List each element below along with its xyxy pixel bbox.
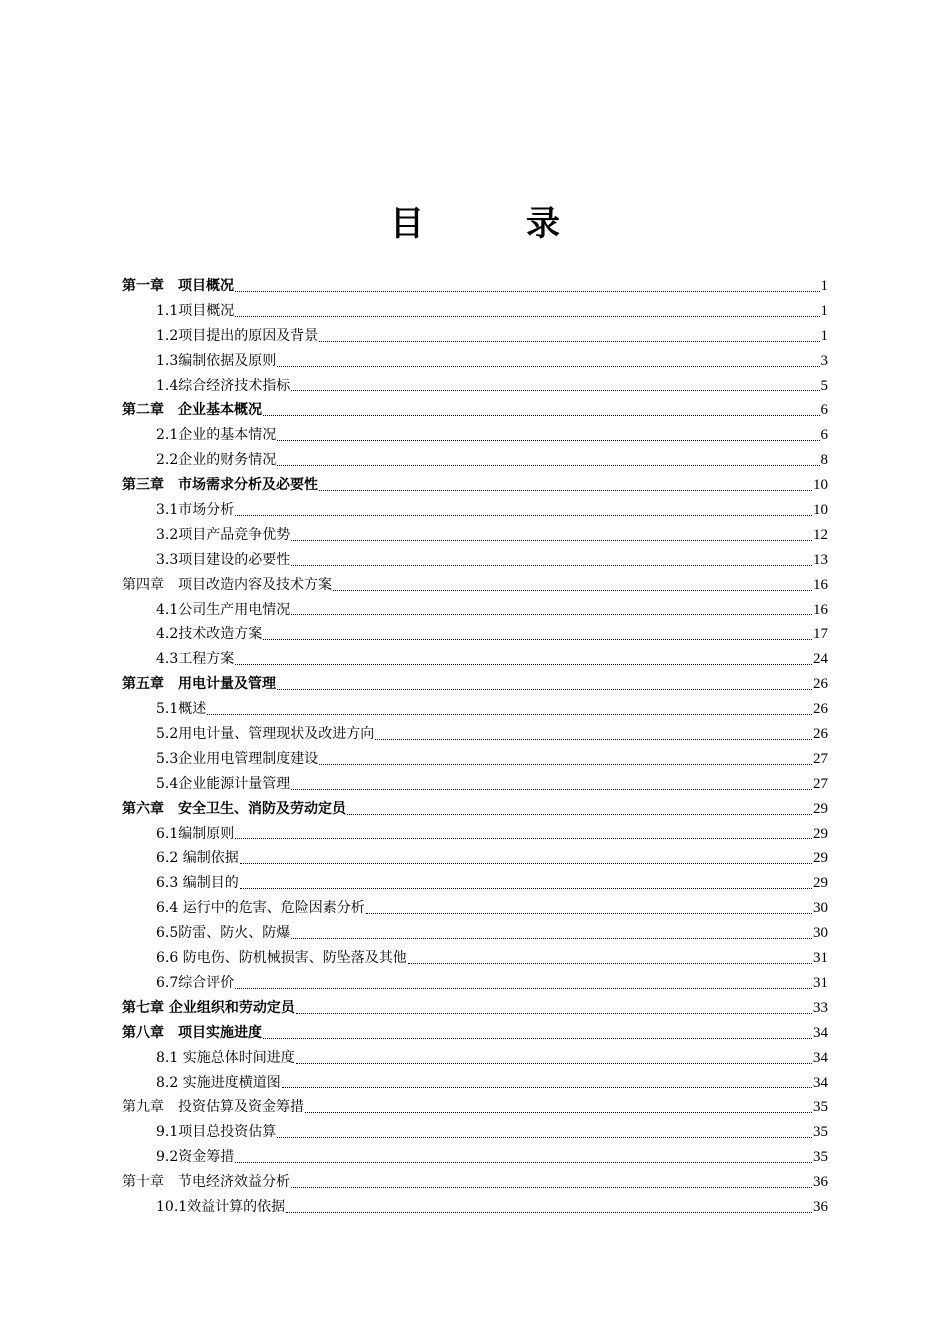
toc-entry-page: 1 bbox=[820, 278, 828, 294]
toc-entry-page: 10 bbox=[813, 502, 828, 519]
toc-entry-label: 第七章 企业组织和劳动定员 bbox=[122, 999, 295, 1016]
toc-entry-page: 10 bbox=[813, 477, 828, 494]
toc-entry-page: 36 bbox=[813, 1198, 828, 1215]
toc-entry[interactable] bbox=[122, 1120, 828, 1145]
toc-entry-page: 1 bbox=[820, 302, 828, 319]
toc-leader-dots bbox=[240, 887, 812, 889]
toc-leader-dots bbox=[207, 713, 812, 715]
toc-leader-dots bbox=[291, 539, 812, 541]
toc-entry-page: 29 bbox=[813, 825, 828, 842]
toc-entry-label: 第九章 投资估算及资金筹措 bbox=[122, 1099, 304, 1116]
toc-leader-dots bbox=[277, 365, 819, 367]
toc-entry[interactable] bbox=[122, 1170, 828, 1195]
toc-entry-label: 6.5防雷、防火、防爆 bbox=[156, 925, 291, 942]
toc-entry-page: 16 bbox=[813, 601, 828, 618]
toc-entry[interactable] bbox=[122, 672, 828, 697]
toc-entry-label: 第一章 项目概况 bbox=[122, 278, 234, 294]
toc-entry[interactable] bbox=[122, 1095, 828, 1120]
toc-entry-label: 9.1项目总投资估算 bbox=[156, 1124, 277, 1141]
toc-entry-page: 12 bbox=[813, 526, 828, 543]
toc-leader-dots bbox=[235, 987, 812, 989]
toc-entry-label: 第四章 项目改造内容及技术方案 bbox=[122, 576, 332, 593]
toc-leader-dots bbox=[240, 862, 812, 864]
toc-entry[interactable] bbox=[122, 772, 828, 797]
toc-entry-label: 1.3编制依据及原则 bbox=[156, 352, 277, 369]
toc-leader-dots bbox=[282, 1086, 812, 1088]
toc-entry-label: 8.2 实施进度横道图 bbox=[156, 1074, 281, 1091]
toc-entry[interactable] bbox=[122, 349, 828, 374]
toc-entry-page: 33 bbox=[813, 999, 828, 1016]
toc-entry-label: 6.3 编制目的 bbox=[156, 875, 239, 892]
toc-entry-label: 6.2 编制依据 bbox=[156, 850, 239, 867]
toc-entry[interactable] bbox=[122, 498, 828, 523]
toc-leader-dots bbox=[319, 489, 812, 491]
toc-entry-label: 3.2项目产品竞争优势 bbox=[156, 526, 291, 543]
toc-entry[interactable] bbox=[122, 722, 828, 747]
toc-entry-page: 13 bbox=[813, 551, 828, 568]
toc-entry-label: 3.3项目建设的必要性 bbox=[156, 551, 291, 568]
toc-entry-label: 5.1概述 bbox=[156, 701, 207, 718]
toc-entry-page: 29 bbox=[813, 875, 828, 892]
toc-leader-dots bbox=[291, 1186, 812, 1188]
toc-entry-page: 26 bbox=[813, 701, 828, 718]
toc-entry[interactable] bbox=[122, 921, 828, 946]
toc-entry[interactable] bbox=[122, 1021, 828, 1046]
toc-entry-label: 10.1效益计算的依据 bbox=[156, 1198, 286, 1215]
toc-entry-label: 1.4综合经济技术指标 bbox=[156, 377, 291, 394]
toc-entry-page: 29 bbox=[813, 800, 828, 817]
toc-entry-page: 6 bbox=[820, 402, 828, 419]
toc-entry-label: 4.3工程方案 bbox=[156, 651, 235, 668]
toc-entry[interactable] bbox=[122, 1046, 828, 1071]
toc-entry[interactable] bbox=[122, 423, 828, 448]
toc-entry-page: 35 bbox=[813, 1149, 828, 1166]
toc-entry[interactable] bbox=[122, 996, 828, 1021]
toc-leader-dots bbox=[277, 1136, 812, 1138]
toc-entry[interactable] bbox=[122, 747, 828, 772]
toc-leader-dots bbox=[286, 1211, 812, 1213]
toc-entry-label: 3.1市场分析 bbox=[156, 502, 235, 519]
toc-leader-dots bbox=[235, 315, 819, 317]
toc-entry-label: 6.6 防电伤、防机械损害、防坠落及其他 bbox=[156, 950, 407, 967]
toc-leader-dots bbox=[333, 589, 812, 591]
toc-entry-page: 35 bbox=[813, 1099, 828, 1116]
toc-entry-page: 30 bbox=[813, 925, 828, 942]
toc-entry-label: 第二章 企业基本概况 bbox=[122, 402, 262, 419]
toc-entry-page: 30 bbox=[813, 900, 828, 917]
toc-entry-label: 5.4企业能源计量管理 bbox=[156, 775, 291, 792]
toc-entry-label: 第八章 项目实施进度 bbox=[122, 1024, 262, 1041]
toc-entry-page: 36 bbox=[813, 1174, 828, 1191]
toc-entry-page: 27 bbox=[813, 775, 828, 792]
table-of-contents bbox=[122, 274, 828, 1220]
toc-leader-dots bbox=[277, 688, 812, 690]
toc-leader-dots bbox=[263, 414, 820, 416]
toc-entry-label: 第六章 安全卫生、消防及劳动定员 bbox=[122, 800, 346, 817]
toc-entry[interactable] bbox=[122, 1195, 828, 1220]
toc-entry[interactable] bbox=[122, 523, 828, 548]
toc-entry[interactable] bbox=[122, 448, 828, 473]
toc-entry-label: 4.2技术改造方案 bbox=[156, 626, 263, 643]
toc-leader-dots bbox=[291, 788, 812, 790]
toc-entry[interactable] bbox=[122, 697, 828, 722]
toc-title: 目 录 bbox=[390, 204, 594, 244]
toc-entry-page: 17 bbox=[813, 626, 828, 643]
toc-entry-page: 24 bbox=[813, 651, 828, 668]
toc-entry-label: 1.1项目概况 bbox=[156, 302, 235, 319]
toc-entry[interactable] bbox=[122, 274, 828, 299]
toc-entry[interactable] bbox=[122, 797, 828, 822]
toc-leader-dots bbox=[296, 1062, 812, 1064]
toc-entry-page: 34 bbox=[813, 1074, 828, 1091]
toc-entry-page: 29 bbox=[813, 850, 828, 867]
toc-entry[interactable] bbox=[122, 548, 828, 573]
toc-leader-dots bbox=[235, 663, 812, 665]
toc-entry-page: 8 bbox=[820, 452, 828, 469]
toc-leader-dots bbox=[291, 937, 812, 939]
toc-entry-page: 6 bbox=[820, 427, 828, 444]
toc-entry-label: 6.4 运行中的危害、危险因素分析 bbox=[156, 900, 365, 917]
toc-entry-page: 26 bbox=[813, 676, 828, 693]
toc-entry-label: 6.7综合评价 bbox=[156, 974, 235, 991]
toc-leader-dots bbox=[235, 837, 812, 839]
toc-entry-label: 8.1 实施总体时间进度 bbox=[156, 1049, 295, 1066]
toc-entry[interactable] bbox=[122, 1071, 828, 1096]
toc-leader-dots bbox=[235, 1161, 812, 1163]
toc-entry[interactable] bbox=[122, 299, 828, 324]
toc-entry-label: 4.1公司生产用电情况 bbox=[156, 601, 291, 618]
toc-entry[interactable] bbox=[122, 647, 828, 672]
toc-leader-dots bbox=[296, 1012, 812, 1014]
toc-entry-label: 5.3企业用电管理制度建设 bbox=[156, 750, 319, 767]
toc-entry[interactable] bbox=[122, 846, 828, 871]
toc-leader-dots bbox=[408, 962, 812, 964]
toc-entry-page: 34 bbox=[813, 1024, 828, 1041]
toc-entry-page: 34 bbox=[813, 1049, 828, 1066]
toc-entry[interactable] bbox=[122, 324, 828, 349]
toc-leader-dots bbox=[366, 912, 812, 914]
toc-leader-dots bbox=[277, 439, 819, 441]
toc-leader-dots bbox=[277, 464, 819, 466]
toc-entry-page: 35 bbox=[813, 1124, 828, 1141]
toc-entry[interactable] bbox=[122, 1145, 828, 1170]
toc-leader-dots bbox=[347, 813, 812, 815]
toc-leader-dots bbox=[291, 389, 819, 391]
toc-entry-label: 第三章 市场需求分析及必要性 bbox=[122, 477, 318, 494]
toc-leader-dots bbox=[263, 638, 812, 640]
toc-entry-label: 2.2企业的财务情况 bbox=[156, 452, 277, 469]
toc-entry-page: 31 bbox=[813, 950, 828, 967]
toc-entry-page: 5 bbox=[820, 377, 828, 394]
toc-entry-page: 1 bbox=[820, 327, 828, 344]
toc-entry-label: 2.1企业的基本情况 bbox=[156, 427, 277, 444]
toc-entry[interactable] bbox=[122, 598, 828, 623]
toc-entry[interactable] bbox=[122, 896, 828, 921]
toc-entry[interactable] bbox=[122, 971, 828, 996]
toc-entry-label: 9.2资金筹措 bbox=[156, 1149, 235, 1166]
toc-entry-label: 1.2项目提出的原因及背景 bbox=[156, 327, 319, 344]
toc-entry-page: 31 bbox=[813, 974, 828, 991]
toc-leader-dots bbox=[319, 340, 819, 342]
toc-leader-dots bbox=[291, 613, 812, 615]
toc-leader-dots bbox=[235, 514, 812, 516]
toc-leader-dots bbox=[235, 290, 820, 292]
toc-entry-label: 第十章 节电经济效益分析 bbox=[122, 1174, 290, 1191]
toc-entry[interactable] bbox=[122, 822, 828, 847]
toc-entry-label: 第五章 用电计量及管理 bbox=[122, 676, 276, 693]
toc-entry[interactable] bbox=[122, 374, 828, 399]
toc-entry-page: 3 bbox=[820, 352, 828, 369]
toc-entry[interactable] bbox=[122, 946, 828, 971]
toc-entry-page: 27 bbox=[813, 750, 828, 767]
toc-entry-page: 16 bbox=[813, 576, 828, 593]
toc-leader-dots bbox=[375, 738, 812, 740]
toc-entry[interactable] bbox=[122, 473, 828, 498]
toc-entry[interactable] bbox=[122, 573, 828, 598]
toc-entry[interactable] bbox=[122, 398, 828, 423]
toc-entry[interactable] bbox=[122, 871, 828, 896]
toc-entry-label: 5.2用电计量、管理现状及改进方向 bbox=[156, 726, 375, 743]
toc-leader-dots bbox=[263, 1037, 812, 1039]
toc-entry[interactable] bbox=[122, 622, 828, 647]
toc-leader-dots bbox=[291, 564, 812, 566]
toc-leader-dots bbox=[319, 763, 812, 765]
toc-entry-label: 6.1编制原则 bbox=[156, 825, 235, 842]
toc-leader-dots bbox=[305, 1111, 812, 1113]
toc-entry-page: 26 bbox=[813, 726, 828, 743]
